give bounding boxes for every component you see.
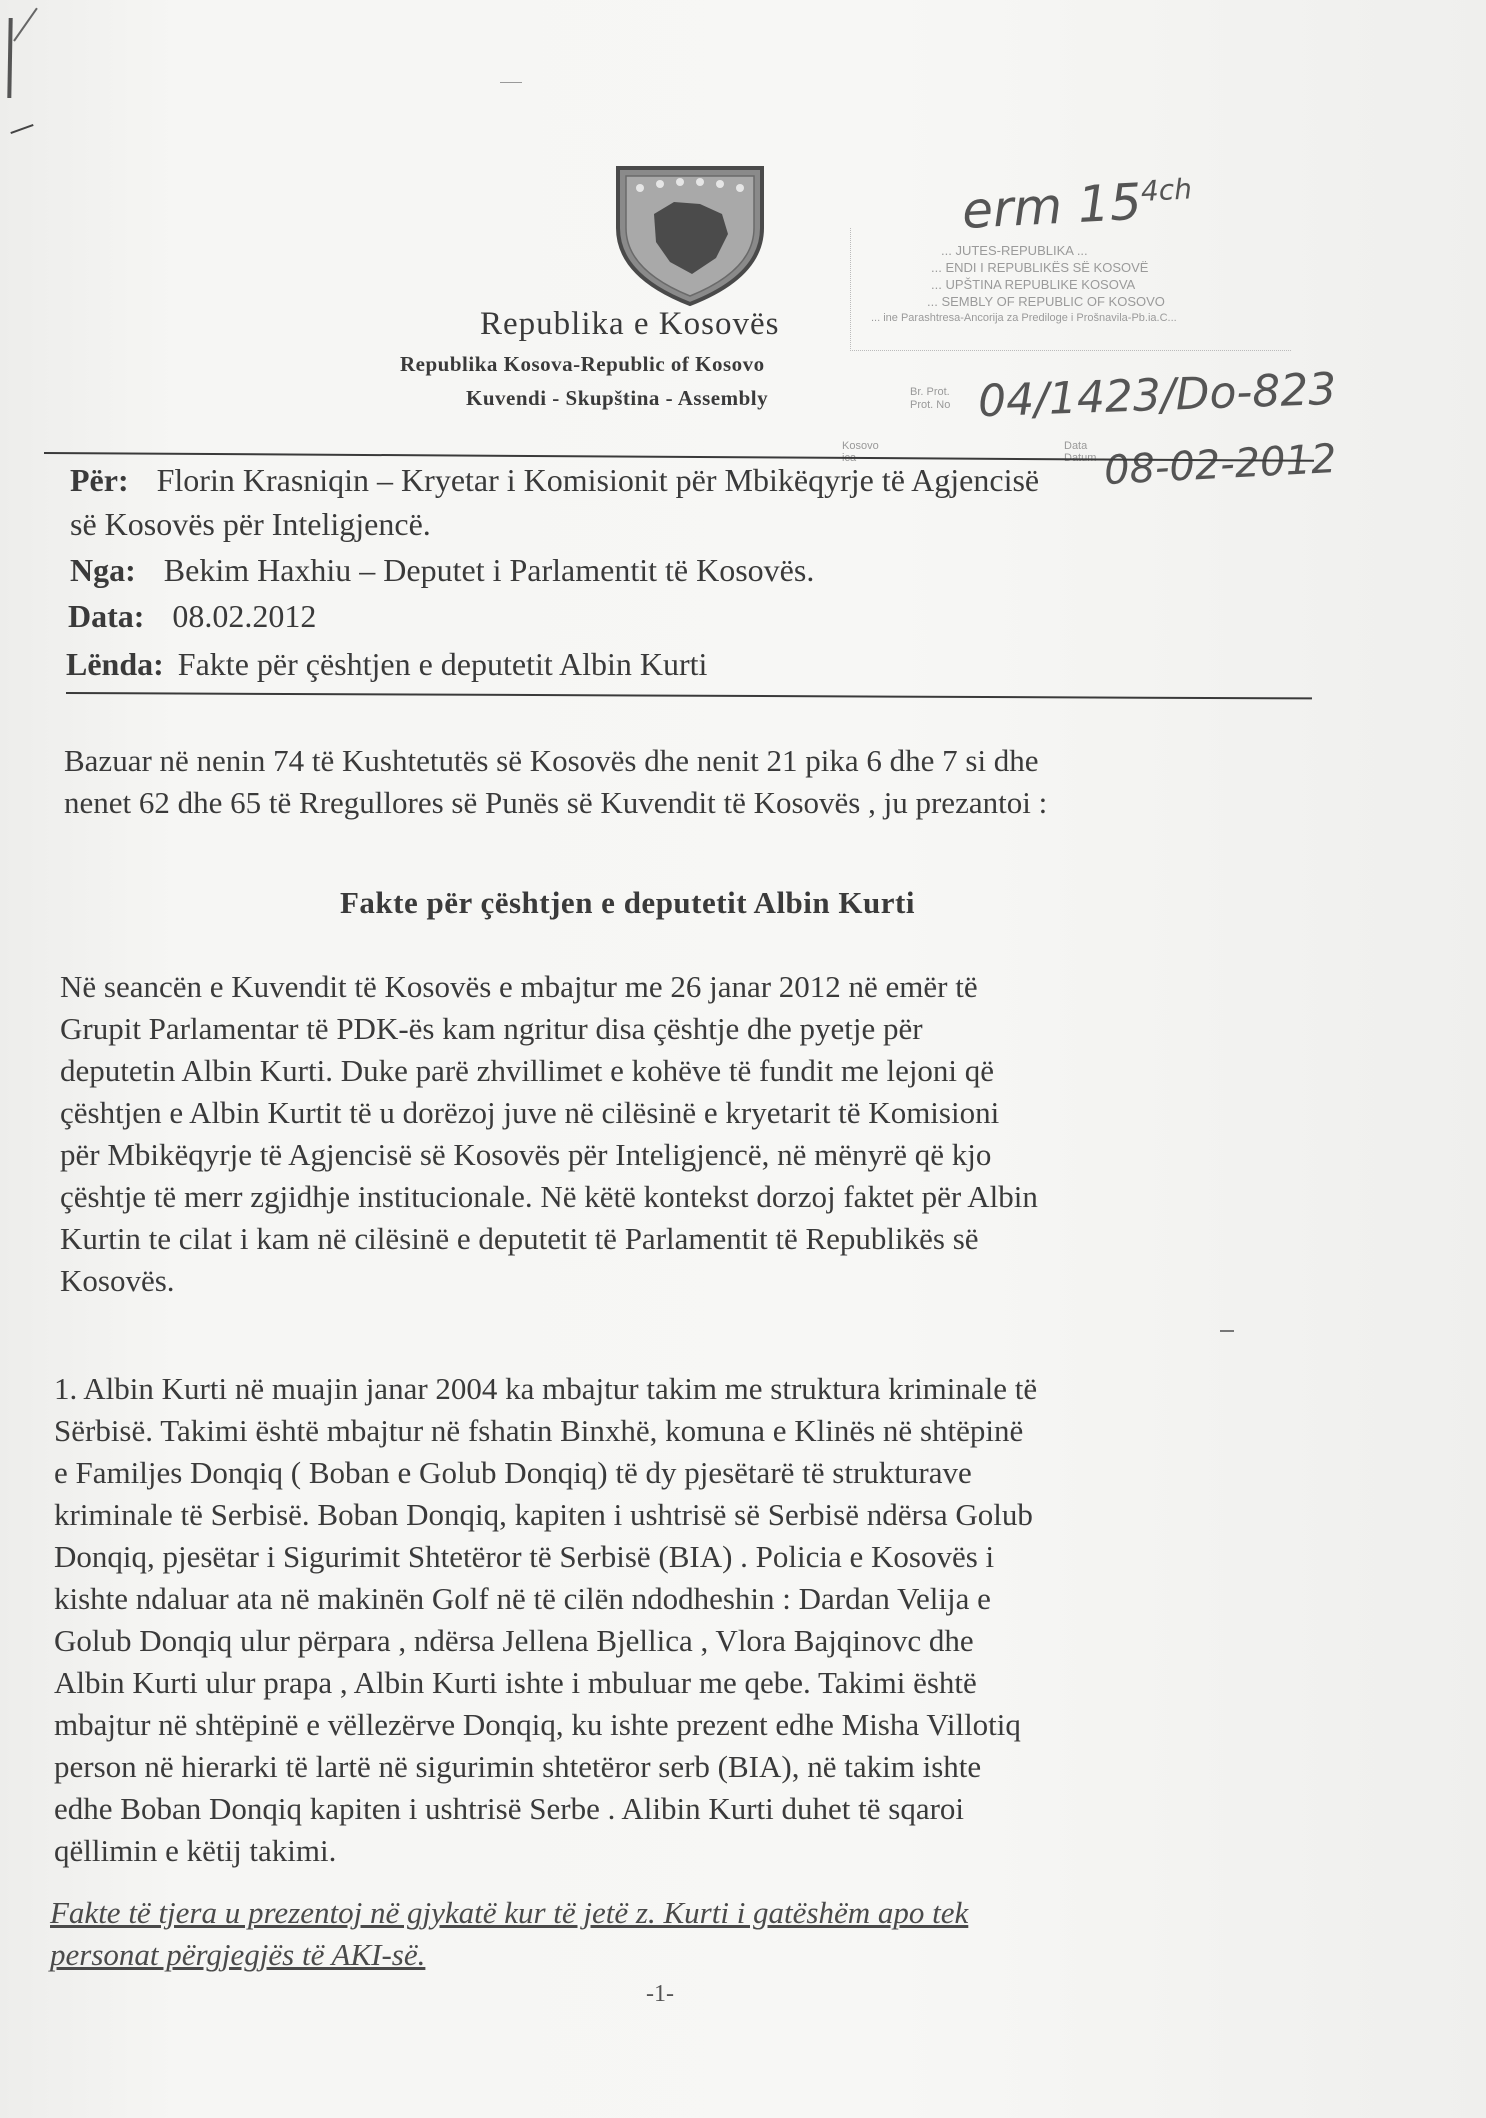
text-line: Në seancën e Kuvendit të Kosovës e mbajtur me 26 janar 2012 në emër të <box>60 969 978 1004</box>
header-subject-label: Lënda: <box>66 646 164 682</box>
header-to-label: Për: <box>70 462 129 498</box>
stamp-line: ... JUTES-REPUBLIKA ... <box>941 243 1088 258</box>
text-line: personat përgjegjës të AKI-së. <box>50 1937 426 1972</box>
letterhead-title: Republika e Kosovës <box>480 306 780 342</box>
stamp-kosovo-label: Kosovo <box>842 440 879 452</box>
text-line: e Familjes Donqiq ( Boban e Golub Donqiq) të dy pjesëtarë të strukturave <box>54 1455 972 1490</box>
text-line: Kosovës. <box>60 1263 175 1298</box>
intro-paragraph <box>64 740 1047 824</box>
text-line: kishte ndaluar ata në makinën Golf në të cilën ndodheshin : Dardan Velija e <box>54 1581 991 1616</box>
margin-pen-mark <box>7 18 12 98</box>
header-to-continuation: së Kosovës për Inteligjencë. <box>70 506 431 542</box>
margin-pen-stroke <box>13 8 38 42</box>
text-line: Donqiq, pjesëtar i Sigurimit Shtetëror të Serbisë (BIA) . Policia e Kosovës i <box>54 1539 995 1574</box>
header-date-row <box>68 598 316 635</box>
document-title: Fakte për çështjen e deputetit Albin Kurti <box>340 885 915 920</box>
text-line: Albin Kurti ulur prapa , Albin Kurti ishte i mbuluar me qebe. Takimi është <box>54 1665 977 1700</box>
handwritten-protocol-number: 04/1423/Do-823 <box>977 363 1338 428</box>
header-to-value: Florin Krasniqin – Kryetar i Komisionit për Mbikëqyrje të Agjencisë <box>156 462 1040 498</box>
numbered-point <box>54 1368 1037 1872</box>
stamp-line: ... UPŠTINA REPUBLIKE KOSOVA <box>931 277 1136 292</box>
text-line: çështje të merr zgjidhje institucionale. Në këtë kontekst dorzoj faktet për Albin <box>60 1179 1038 1214</box>
stamp-prot-no-label: Prot. No <box>910 399 951 411</box>
stamp-date-label: Data <box>1064 440 1088 452</box>
handwritten-receipt-date: 08-02-2012 <box>1102 435 1338 495</box>
header-from-label: Nga: <box>70 552 136 588</box>
text-line: person në hierarki të lartë në sigurimin shtetëror serb (BIA), në takim ishte <box>54 1749 982 1784</box>
receipt-stamp <box>850 228 1291 351</box>
letterhead-subtitle-republic: Republika Kosova-Republic of Kosovo <box>400 352 765 376</box>
closing-note <box>50 1892 968 1976</box>
text-line: qëllimin e këtij takimi. <box>54 1833 337 1868</box>
stamp-line: ... SEMBLY OF REPUBLIC OF KOSOVO <box>927 294 1165 309</box>
text-line: Grupit Parlamentar të PDK-ës kam ngritur disa çështje dhe pyetje për <box>60 1011 923 1046</box>
header-to-row <box>70 462 1039 499</box>
body-paragraph <box>60 966 1038 1302</box>
header-from-value: Bekim Haxhiu – Deputet i Parlamentit të Kosovës. <box>163 552 815 588</box>
letterhead-subtitle-assembly: Kuvendi - Skupština - Assembly <box>466 386 769 410</box>
stamp-br-prot-label: Br. Prot. <box>910 386 950 398</box>
handwritten-top-note-superscript: 4ch <box>1140 172 1193 208</box>
header-date-label: Data: <box>68 598 145 634</box>
text-line: 1. Albin Kurti në muajin janar 2004 ka mbajtur takim me struktura kriminale të <box>54 1371 1038 1406</box>
text-line: Bazuar në nenin 74 të Kushtetutës së Kosovës dhe nenit 21 pika 6 dhe 7 si dhe <box>64 743 1039 778</box>
handwritten-top-note-text: erm 15 <box>960 172 1143 240</box>
header-from-row <box>70 552 814 589</box>
text-line: për Mbikëqyrje të Agjencisë së Kosovës për Inteligjencë, në mënyrë që kjo <box>60 1137 992 1172</box>
text-line: kriminale të Serbisë. Boban Donqiq, kapiten i ushtrisë së Serbisë ndërsa Golub <box>54 1497 1033 1532</box>
stamp-line: ... ENDI I REPUBLIKËS SË KOSOVË <box>931 260 1149 275</box>
text-line: edhe Boban Donqiq kapiten i ushtrisë Serbe . Alibin Kurti duhet të sqaroi <box>54 1791 965 1826</box>
header-subject-row <box>66 646 707 683</box>
text-line: nenet 62 dhe 65 të Rregullores së Punës së Kuvendit të Kosovës , ju prezantoi : <box>64 785 1048 820</box>
page-number: -1- <box>646 1981 674 2007</box>
stray-mark <box>1220 1330 1234 1332</box>
stamp-line: ... ine Parashtresa-Ancorija za Prediloge i Prošnavila-Pb.ia.C... <box>871 312 1177 324</box>
text-line: mbajtur në shtëpinë e vëllezërve Donqiq, ku ishte prezent edhe Misha Villotiq <box>54 1707 1021 1742</box>
text-line: çështjen e Albin Kurtit të u dorëzoj juve në cilësinë e kryetarit të Komisioni <box>60 1095 1000 1130</box>
header-date-value: 08.02.2012 <box>172 598 317 634</box>
kosovo-coat-of-arms-emblem <box>604 158 776 308</box>
handwritten-top-note <box>961 170 1194 240</box>
margin-dash-mark <box>10 124 33 134</box>
header-rule-bottom <box>66 692 1312 699</box>
header-subject-value: Fakte për çështjen e deputetit Albin Kurti <box>177 646 708 682</box>
text-line: Sërbisë. Takimi është mbajtur në fshatin Binxhë, komuna e Klinës në shtëpinë <box>54 1413 1024 1448</box>
text-line: Kurtin te cilat i kam në cilësinë e deputetit të Parlamentit të Republikës së <box>60 1221 979 1256</box>
text-line: Golub Donqiq ulur përpara , ndërsa Jellena Bjellica , Vlora Bajqinovc dhe <box>54 1623 974 1658</box>
text-line: Fakte të tjera u prezentoj në gjykatë kur të jetë z. Kurti i gatëshëm apo tek <box>50 1895 969 1930</box>
top-dash-mark <box>500 82 522 83</box>
text-line: deputetin Albin Kurti. Duke parë zhvillimet e kohëve të fundit me lejoni që <box>60 1053 995 1088</box>
